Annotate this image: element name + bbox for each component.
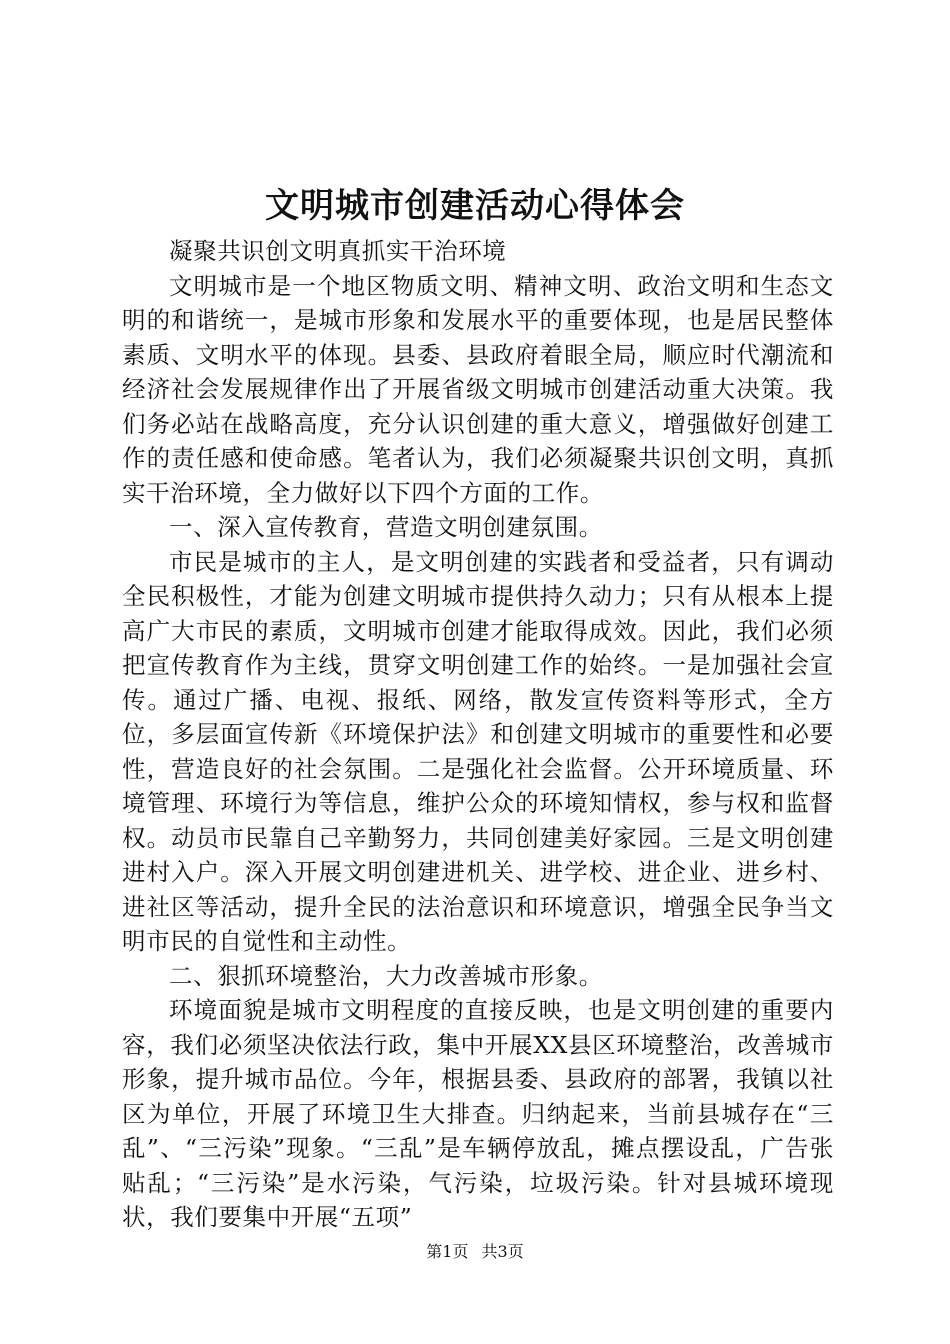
- page-number: 第1页: [426, 1242, 469, 1261]
- document-title: 文明城市创建活动心得体会: [265, 186, 685, 226]
- section-2-paragraph: 环境面貌是城市文明程度的直接反映，也是文明创建的重要内容，我们必须坚决依法行政，集中开展XX县区环境整治，改善城市形象，提升城市品位。今年，根据县委、县政府的部署，我镇以社区为单位，开展了环境卫生大排查。归纳起来，当前县城存在“三乱”、“三污染”现象。“三乱”是车辆停放乱，摊点摆设乱，广告张贴乱；“三污染”是水污染，气污染，垃圾污染。针对县城环境现状，我们要集中开展“五项”: [122, 996, 834, 1231]
- subtitle-paragraph: 凝聚共识创文明真抓实干治环境: [169, 237, 507, 265]
- intro-paragraph: 文明城市是一个地区物质文明、精神文明、政治文明和生态文明的和谐统一，是城市形象和发展水平的重要体现，也是居民整体素质、文明水平的体现。县委、县政府着眼全局，顺应时代潮流和经济社会发展规律作出了开展省级文明城市创建活动重大决策。我们务必站在战略高度，充分认识创建的重大意义，增强做好创建工作的责任感和使命感。笔者认为，我们必须凝聚共识创文明，真抓实干治环境，全力做好以下四个方面的工作。: [122, 271, 834, 507]
- section-1-paragraph: 市民是城市的主人，是文明创建的实践者和受益者，只有调动全民积极性，才能为创建文明城市提供持久动力；只有从根本上提高广大市民的素质，文明城市创建才能取得成效。因此，我们必须把宣传教育作为主线，贯穿文明创建工作的始终。一是加强社会宣传。通过广播、电视、报纸、网络，散发宣传资料等形式，全方位，多层面宣传新《环境保护法》和创建文明城市的重要性和必要性，营造良好的社会氛围。二是强化社会监督。公开环境质量、环境管理、环境行为等信息，维护公众的环境知情权，参与权和监督权。动员市民靠自己辛勤努力，共同创建美好家园。三是文明创建进村入户。深入开展文明创建进机关、进学校、进企业、进乡村、进社区等活动，提升全民的法治意识和环境意识，增强全民争当文明市民的自觉性和主动性。: [122, 547, 834, 955]
- document-body: [122, 234, 834, 1235]
- page-total: 共3页: [481, 1242, 524, 1261]
- page-footer: [0, 1240, 950, 1264]
- section-heading-1: 一、深入宣传教育，营造文明创建氛围。: [169, 513, 603, 541]
- section-heading-2: 二、狠抓环境整治，大力改善城市形象。: [169, 961, 603, 990]
